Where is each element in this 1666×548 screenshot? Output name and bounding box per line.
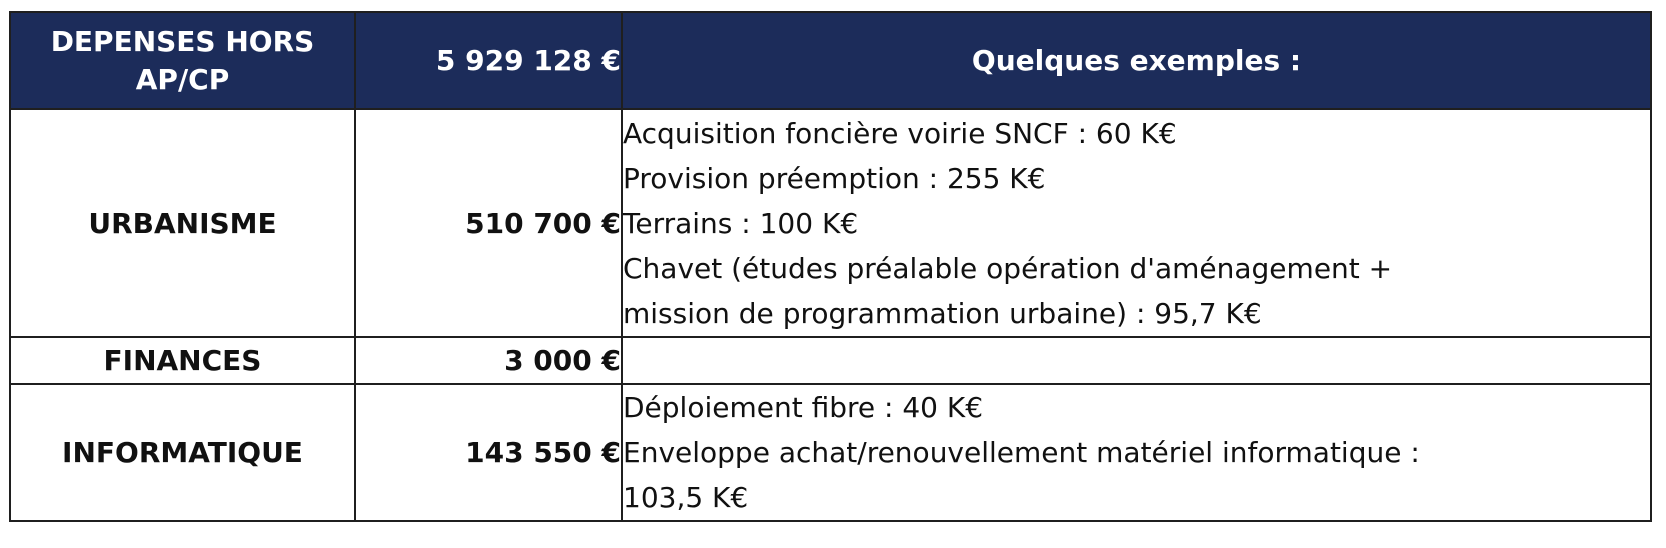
budget-table bbox=[9, 11, 1652, 522]
row-amount: 3 000 € bbox=[355, 337, 622, 384]
row-amount: 143 550 € bbox=[355, 384, 622, 521]
row-category: FINANCES bbox=[10, 337, 355, 384]
table-row bbox=[10, 109, 1651, 337]
example-line: Acquisition foncière voirie SNCF : 60 K€ bbox=[623, 116, 1177, 150]
table-row bbox=[10, 337, 1651, 384]
header-category: DEPENSES HORS AP/CP bbox=[10, 12, 355, 109]
example-line: Terrains : 100 K€ bbox=[623, 206, 859, 240]
row-examples bbox=[622, 109, 1651, 337]
row-category: INFORMATIQUE bbox=[10, 384, 355, 521]
header-row bbox=[10, 12, 1651, 109]
row-examples bbox=[622, 384, 1651, 521]
example-line: Déploiement fibre : 40 K€ bbox=[623, 391, 984, 424]
row-category: URBANISME bbox=[10, 109, 355, 337]
header-examples: Quelques exemples : bbox=[622, 12, 1651, 109]
example-line: 103,5 K€ bbox=[623, 481, 749, 514]
example-line: Enveloppe achat/renouvellement matériel informatique : bbox=[623, 436, 1420, 469]
example-line: mission de programmation urbaine) : 95,7 K€ bbox=[623, 296, 1262, 330]
example-line: Provision préemption : 255 K€ bbox=[623, 161, 1046, 195]
row-examples bbox=[622, 337, 1651, 384]
example-line: Chavet (études préalable opération d'aménagement + bbox=[623, 251, 1393, 285]
row-amount: 510 700 € bbox=[355, 109, 622, 337]
header-total-amount: 5 929 128 € bbox=[355, 12, 622, 109]
table-row bbox=[10, 384, 1651, 521]
